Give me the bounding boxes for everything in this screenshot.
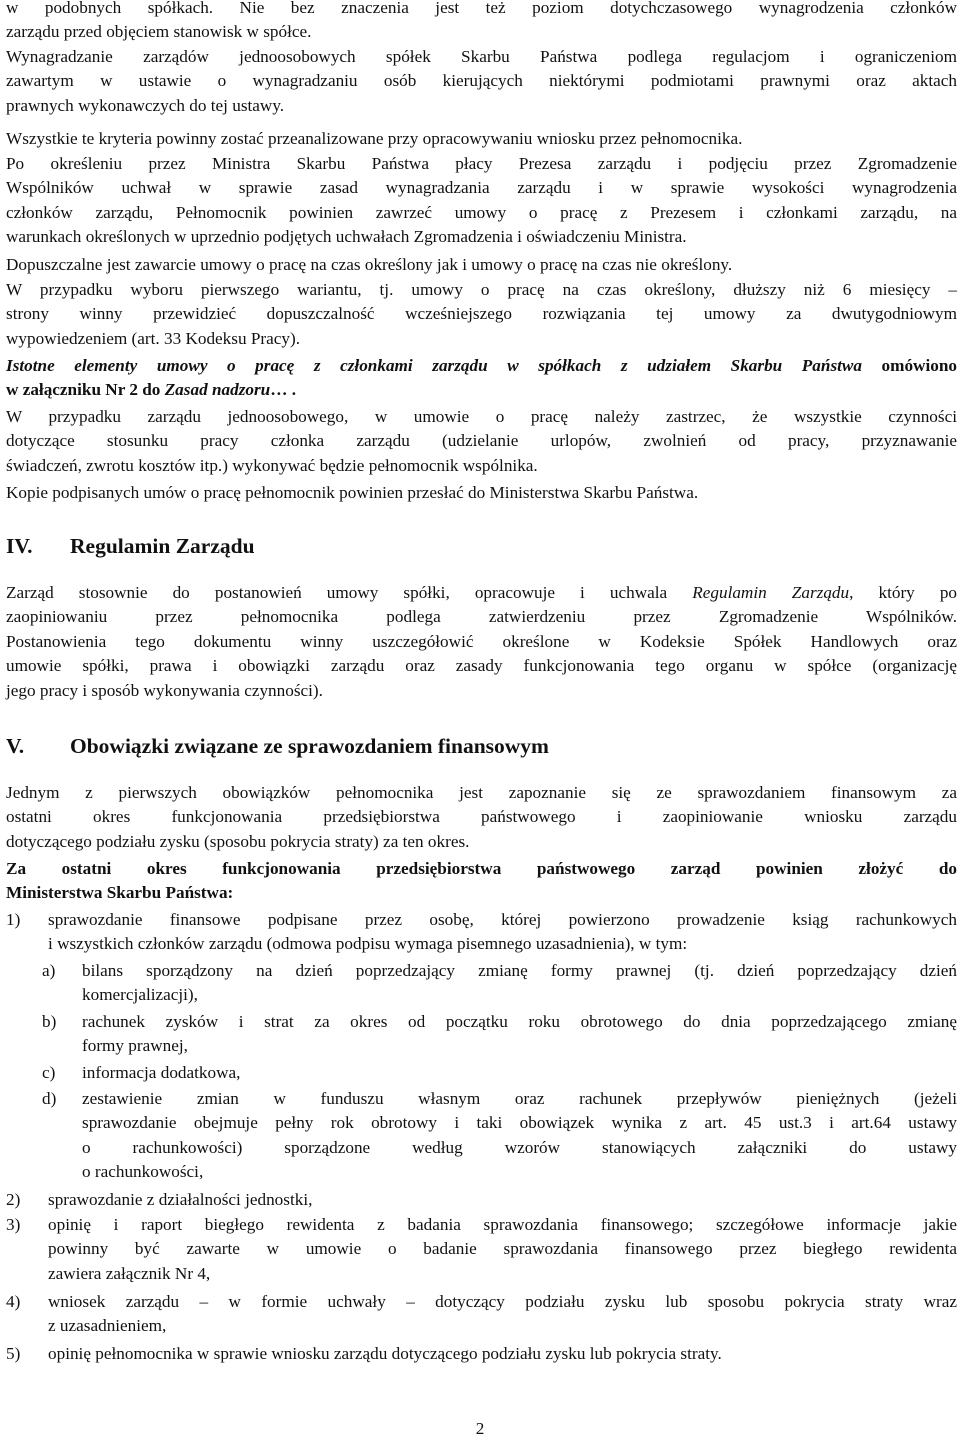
list-item (42, 1087, 957, 1187)
section-heading-iv (6, 531, 255, 561)
text-line: dotyczące stosunku pracy członka zarządu (udzielanie urlopów, zwolnień od pracy, przyznawanie (6, 431, 957, 451)
text-run: , który po (849, 583, 958, 602)
text-line: wniosek zarządu – w formie uchwały – dotyczący podziału zysku lub sposobu pokrycia straty wraz (48, 1292, 957, 1311)
text-line: informacja dodatkowa, (82, 1063, 241, 1082)
list-item (6, 1342, 957, 1368)
list-text (82, 959, 957, 1008)
text-line: sprawozdanie z działalności jednostki, (48, 1190, 313, 1209)
text-line: umowie spółki, prawa i obowiązki zarządu oraz zasady funkcjonowania tego organu w spółce (organizację (6, 656, 957, 676)
paragraph-wynagradzanie (6, 45, 957, 118)
text-line: komercjalizacji), (82, 985, 198, 1005)
list-label: b) (42, 1012, 57, 1031)
text-line: jego pracy i sposób wykonywania czynności). (6, 680, 323, 700)
paragraph-dopuszczalne (6, 253, 957, 277)
paragraph-continuation (6, 0, 957, 45)
text-line: bilans sporządzony na dzień poprzedzający zmianę formy prawnej (tj. dzień poprzedzający dzień (82, 961, 957, 980)
list-text (48, 908, 957, 957)
list-label: 2) (6, 1190, 21, 1209)
list-item (42, 1061, 957, 1087)
list-item (42, 1010, 957, 1060)
text-line (6, 581, 957, 605)
text-line: o rachunkowości, (82, 1162, 204, 1182)
text-line: Wspólników uchwał w sprawie zasad wynagradzania zarządu i w sprawie wysokości wynagrodzenia (6, 178, 957, 198)
text-line: warunkach określonych w uprzednio podjętych uchwałach Zgromadzenia i oświadczeniu Ministra. (6, 227, 687, 247)
text-line: formy prawnej, (82, 1036, 188, 1056)
list-text (48, 1290, 957, 1339)
paragraph-istotne (6, 354, 957, 403)
text-line: opinię i raport biegłego rewidenta z badania sprawozdania finansowego; szczegółowe informacje jakie (48, 1215, 957, 1234)
paragraph-kopie (6, 481, 957, 505)
list-label: 4) (6, 1292, 21, 1311)
paragraph-okresleniu (6, 152, 957, 250)
text-line: świadczeń, zwrotu kosztów itp.) wykonywać będzie pełnomocnik wspólnika. (6, 455, 538, 475)
text-line: Postanowienia tego dokumentu winny uszczegółowić określone w Kodeksie Spółek Handlowych oraz (6, 631, 957, 651)
text-line: zawartym w ustawie o wynagradzaniu osób kierujących niektórymi podmiotami prawnymi oraz aktach (6, 71, 957, 91)
list-item (6, 1213, 957, 1289)
text-line: zarządu przed objęciem stanowisk w spółce. (6, 22, 312, 42)
text-line: strony winny przewidzieć dopuszczalność wcześniejszego rozwiązania tej umowy za dwutygodniowym (6, 304, 957, 324)
text-line: W przypadku wyboru pierwszego wariantu, tj. umowy o pracę na czas określony, dłuższy niż 6 miesięcy – (6, 280, 957, 299)
list-text (48, 1213, 957, 1286)
text-run: w załączniku Nr 2 do (6, 380, 165, 400)
text-line: sprawozdanie finansowe podpisane przez osobę, której powierzono prowadzenie ksiąg rachunkowych (48, 910, 957, 929)
text-line: Jednym z pierwszych obowiązków pełnomocnika jest zapoznanie się ze sprawozdaniem finansowym za (6, 783, 957, 802)
text-line: ostatni okres funkcjonowania przedsiębiorstwa państwowego i zaopiniowanie wniosku zarządu (6, 807, 957, 827)
paragraph-kryteria (6, 127, 957, 151)
list-text (48, 1188, 957, 1212)
paragraph-za-ostatni (6, 857, 957, 906)
paragraph-regulamin (6, 581, 957, 703)
text-run: omówiono (861, 356, 957, 375)
text-line: członków zarządu, Pełnomocnik powinien zawrzeć umowy o pracę z Prezesem i członkami zarządu, na (6, 202, 957, 222)
list-label: 5) (6, 1344, 21, 1363)
list-label: 1) (6, 910, 21, 929)
text-line: Wszystkie te kryteria powinny zostać przeanalizowane przy opracowywaniu wniosku przez pełnomocnika. (6, 129, 743, 148)
text-run: Zarząd stosownie do postanowień umowy spółki, opracowuje i uchwala (6, 583, 693, 602)
list-text (82, 1010, 957, 1059)
text-line: wypowiedzeniem (art. 33 Kodeksu Pracy). (6, 328, 301, 348)
section-title: Regulamin Zarządu (70, 534, 255, 558)
document-title-reference: Zasad nadzoru (164, 380, 271, 400)
text-line: opinię pełnomocnika w sprawie wniosku zarządu dotyczącego podziału zysku lub pokrycia straty. (48, 1344, 722, 1363)
text-line: W przypadku zarządu jednoosobowego, w umowie o pracę należy zastrzec, że wszystkie czynności (6, 407, 957, 426)
text-line (6, 378, 957, 402)
text-line: o rachunkowości) sporządzone według wzorów stanowiących załączniki do ustawy (82, 1137, 957, 1157)
list-label: a) (42, 961, 56, 980)
list-item (6, 1188, 957, 1214)
list-text (48, 1342, 957, 1366)
list-text (82, 1087, 957, 1185)
list-item (6, 908, 957, 958)
text-line: i wszystkich członków zarządu (odmowa podpisu wymaga pisemnego uzasadnienia), w tym: (48, 934, 688, 954)
text-line: Po określeniu przez Ministra Skarbu Państwa płacy Prezesa zarządu i podjęciu przez Zgromadzenie (6, 154, 957, 173)
text-line: w podobnych spółkach. Nie bez znaczenia jest też poziom dotychczasowego wynagrodzenia członków (6, 0, 957, 17)
document-title-reference: Regulamin Zarządu (692, 583, 850, 602)
list-label: c) (42, 1063, 56, 1082)
attachment-reference-title: Istotne elementy umowy o pracę z członkami zarządu w spółkach z udziałem Skarbu Państwa (6, 356, 862, 375)
section-title: Obowiązki związane ze sprawozdaniem finansowym (70, 734, 549, 758)
paragraph-jednym (6, 781, 957, 854)
text-line: sprawozdanie obejmuje pełny rok obrotowy i taki obowiązek wynika z art. 45 ust.3 i art.64 ustawy (82, 1113, 957, 1133)
page-number: 2 (475, 1419, 485, 1438)
text-line: powinny być zawarte w umowie o badanie sprawozdania finansowego przez biegłego rewidenta (48, 1239, 957, 1259)
text-line: Za ostatni okres funkcjonowania przedsiębiorstwa państwowego zarząd powinien złożyć do (6, 859, 957, 878)
section-number: IV. (6, 534, 33, 558)
list-text (82, 1061, 957, 1085)
text-line (6, 354, 957, 378)
text-line: dotyczącego podziału zysku (sposobu pokrycia straty) za ten okres. (6, 831, 470, 851)
text-line: zawiera załącznik Nr 4, (48, 1263, 211, 1283)
paragraph-jednoosobowy (6, 405, 957, 478)
text-line: Ministerstwa Skarbu Państwa: (6, 883, 234, 903)
text-line: zestawienie zmian w funduszu własnym oraz rachunek przepływów pieniężnych (jeżeli (82, 1089, 957, 1108)
list-item (42, 959, 957, 1009)
section-number: V. (6, 734, 25, 758)
section-heading-v (6, 731, 549, 761)
paragraph-wariant (6, 278, 957, 351)
text-line: zaopiniowaniu przez pełnomocnika podlega zatwierdzeniu przez Zgromadzenie Wspólników. (6, 607, 957, 627)
text-line: z uzasadnieniem, (48, 1316, 167, 1336)
list-label: 3) (6, 1215, 21, 1234)
text-line: prawnych wykonawczych do tej ustawy. (6, 95, 285, 115)
text-line: Kopie podpisanych umów o pracę pełnomocnik powinien przesłać do Ministerstwa Skarbu Państwa. (6, 483, 699, 502)
list-item (6, 1290, 957, 1340)
text-line: rachunek zysków i strat za okres od początku roku obrotowego do dnia poprzedzającego zmianę (82, 1012, 957, 1031)
text-run: … . (270, 380, 297, 400)
list-label: d) (42, 1089, 57, 1108)
text-line: Dopuszczalne jest zawarcie umowy o pracę na czas określony jak i umowy o pracę na czas nie określony. (6, 255, 733, 274)
text-line: Wynagradzanie zarządów jednoosobowych spółek Skarbu Państwa podlega regulacjom i ograniczeniom (6, 47, 957, 66)
